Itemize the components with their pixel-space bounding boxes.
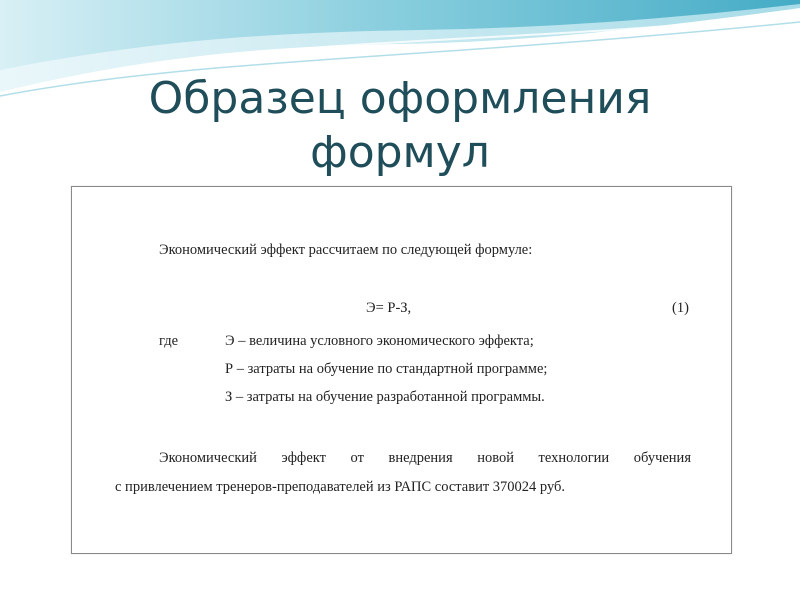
formula: Э= Р-З, — [366, 300, 412, 316]
slide-title — [0, 72, 800, 180]
definition-z: З – затраты на обучение разработанной программы. — [225, 389, 545, 405]
definition-p: Р – затраты на обучение по стандартной программе; — [225, 361, 548, 377]
where-label: где — [159, 333, 179, 349]
conclusion-line1: Экономический эффект от внедрения новой технологии обучения — [159, 450, 691, 466]
document-image — [71, 186, 732, 554]
conclusion-line2: с привлечением тренеров-преподавателей из РАПС составит 370024 руб. — [115, 479, 566, 495]
slide-title-line1: Образец оформления — [148, 73, 652, 124]
definition-e: Э – величина условного экономического эффекта; — [225, 333, 534, 349]
formula-number: (1) — [672, 300, 689, 316]
slide-title-line2: формул — [310, 127, 490, 178]
intro-text: Экономический эффект рассчитаем по следующей формуле: — [159, 242, 533, 258]
